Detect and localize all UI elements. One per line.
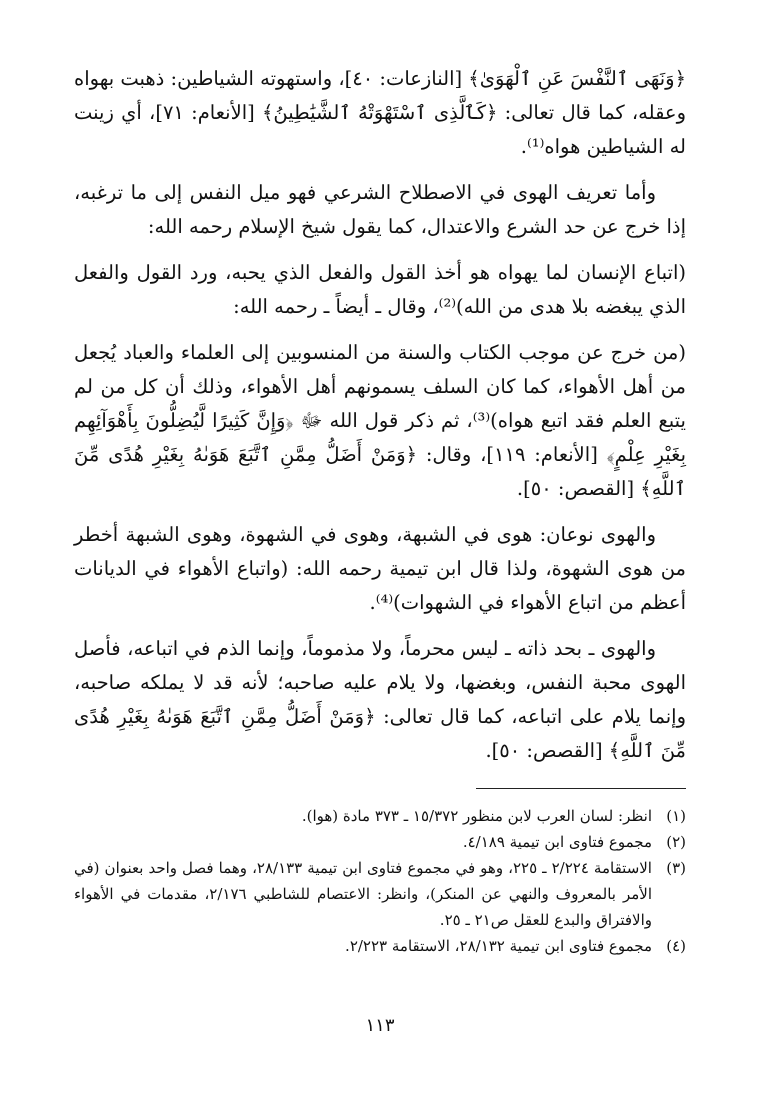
- paragraph-6: والهوى ـ بحد ذاته ـ ليس محرماً، ولا مذموماً، وإنما الذم في اتباعه، فأصل الهوى محبة النفس، وبغضها، ولا يلام عليه صاحبه؛ لأنه قد لا يملكه صاحبه، وإنما يلام على اتباعه، كما قال تعالى: ﴿وَمَنْ أَضَلُّ مِمَّنِ ٱتَّبَعَ هَوَىٰهُ بِغَيْرِ هُدًى مِّنَ ٱللَّهِ﴾ [القصص: ٥٠].: [74, 637, 686, 762]
- footnote-item: [74, 829, 686, 855]
- footnote-number: (٢): [666, 833, 686, 851]
- paragraph-2: وأما تعريف الهوى في الاصطلاح الشرعي فهو ميل النفس إلى ما ترغبه، إذا خرج عن حد الشرع والاعتدال، كما يقول شيخ الإسلام رحمه الله:: [74, 181, 686, 238]
- paragraph-1: ﴿وَنَهَى ٱلنَّفْسَ عَنِ ٱلْهَوَىٰ﴾ [النازعات: ٤٠]، واستهوته الشياطين: ذهبت بهواه وعقله، كما قال تعالى: ﴿كَٱلَّذِى ٱسْتَهْوَتْهُ ٱلشَّيَٰطِينُ﴾ [الأنعام: ٧١]، أي زينت له الشياطين هواه⁽¹⁾.: [74, 67, 686, 158]
- footnotes: [74, 803, 686, 959]
- footnote-text: الاستقامة ٢/٢٢٤ ـ ٢٢٥، وهو في مجموع فتاوى ابن تيمية ٢٨/١٣٣، وهما فصل واحد بعنوان (في الأمر بالمعروف والنهي عن المنكر)، وانظر: الاعتصام للشاطبي ٢/١٧٦، مقدمات في الأهواء والافتراق والبدع للعقل ص٢١ ـ ٢٥.: [74, 859, 652, 929]
- footnote-number: (٣): [666, 859, 686, 877]
- footnote-item: [74, 933, 686, 959]
- footnote-text: مجموع فتاوى ابن تيمية ٤/١٨٩.: [462, 833, 652, 851]
- footnote-text: مجموع فتاوى ابن تيمية ٢٨/١٣٢، الاستقامة ٢/٢٢٣.: [345, 937, 652, 955]
- footnote-item: [74, 803, 686, 829]
- footnote-text: انظر: لسان العرب لابن منظور ١٥/٣٧٢ ـ ٣٧٣ مادة (هوا).: [301, 807, 652, 825]
- footnote-number: (٤): [666, 937, 686, 955]
- paragraph-3: (اتباع الإنسان لما يهواه هو أخذ القول والفعل الذي يحبه، ورد القول والفعل الذي يبغضه بلا هدى من الله)⁽²⁾، وقال ـ أيضاً ـ رحمه الله:: [74, 261, 686, 318]
- footnote-item: [74, 855, 686, 933]
- page-number: ١١٣: [365, 1015, 395, 1036]
- footnote-number: (١): [666, 807, 686, 825]
- paragraph-5: والهوى نوعان: هوى في الشبهة، وهوى في الشهوة، وهوى الشبهة أخطر من هوى الشهوة، ولذا قال ابن تيمية رحمه الله: (واتباع الأهواء في الديانات أعظم من اتباع الأهواء في الشهوات)⁽⁴⁾.: [74, 523, 686, 614]
- footnote-separator: [476, 788, 686, 789]
- paragraph-4: (من خرج عن موجب الكتاب والسنة من المنسوبين إلى العلماء والعباد يُجعل من أهل الأهواء، كما كان السلف يسمونهم أهل الأهواء، وذلك أن كل من لم يتبع العلم فقد اتبع هواه)⁽³⁾، ثم ذكر قول الله ﷻ ﴿وَإِنَّ كَثِيرًا لَّيُضِلُّونَ بِأَهْوَآئِهِم بِغَيْرِ عِلْمٍ﴾ [الأنعام: ١١٩]، وقال: ﴿وَمَنْ أَضَلُّ مِمَّنِ ٱتَّبَعَ هَوَىٰهُ بِغَيْرِ هُدًى مِّنَ ٱللَّهِ﴾ [القصص: ٥٠].: [74, 341, 686, 500]
- page-body: [74, 62, 686, 959]
